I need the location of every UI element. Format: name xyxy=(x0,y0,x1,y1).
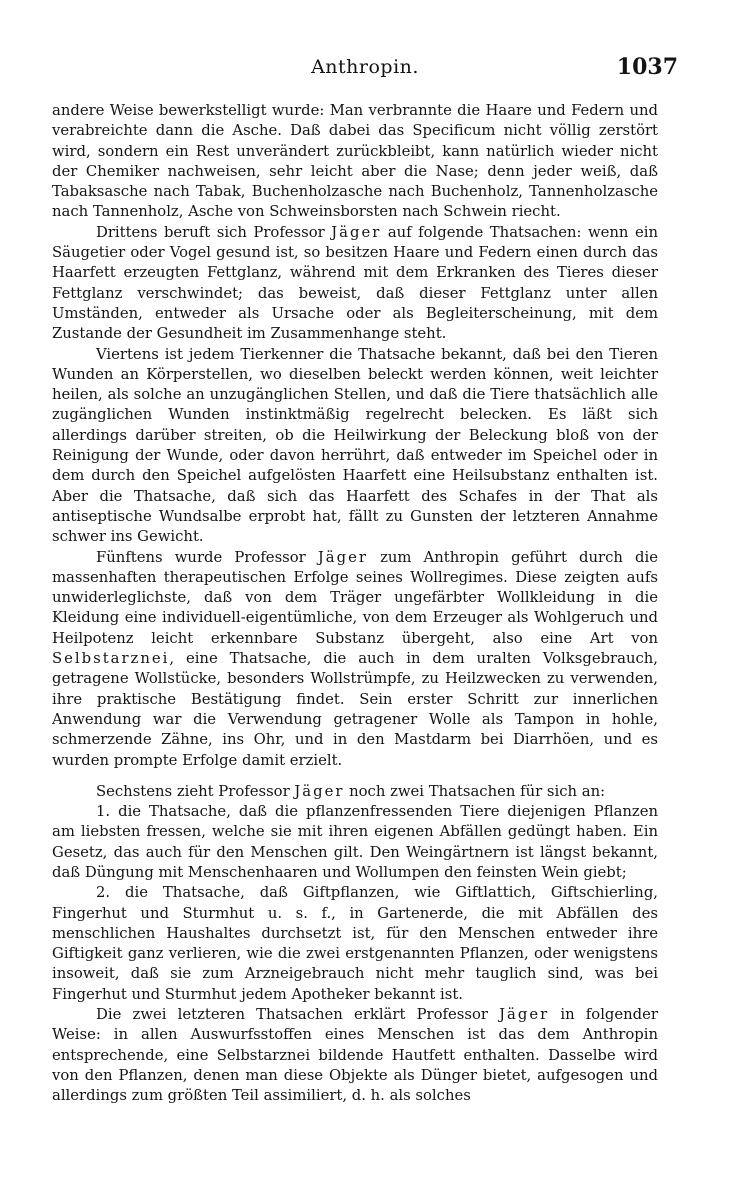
author-name: Jäger xyxy=(294,782,345,800)
author-name: Jäger xyxy=(331,223,382,241)
paragraph-text: Fünftens wurde Professor xyxy=(96,548,318,566)
page-number: 1037 xyxy=(616,54,678,80)
author-name: Jäger xyxy=(499,1006,550,1024)
paragraph-text: , eine Thatsache, die auch in dem uralten Volksgebrauch, getragene Wollstücke, besonders Wollstrümpfe, zu Heilzwecken zu verwenden, ihre praktische Bestätigung findet. Sein erster Schritt zur innerlichen Anwendung war die Verwendung getragener Wolle als Tampon in hohle, schmerzende Zähne, ins Ohr, und in den Mastdarm bei Diarrhöen, und es wurden prompte Erfolge damit erzielt. xyxy=(52,650,658,769)
running-head: Anthropin. xyxy=(311,56,419,78)
author-name: Jäger xyxy=(317,548,368,566)
paragraph-text: noch zwei Thatsachen für sich an: xyxy=(344,782,606,800)
paragraph-drittens xyxy=(52,223,658,345)
paragraph-text: auf folgende Thatsachen: wenn ein Säugetier oder Vogel gesund ist, so besitzen Haare und Federn einen durch das Haarfett erzeugten Fettglanz, während mit dem Erkranken des Tieres dieser Fettglanz verschwindet; das beweist, daß dieser Fettglanz unter allen Umständen, entweder als Ursache oder als Begleiterscheinung, mit dem Zustande der Gesundheit im Zusammenhange steht. xyxy=(52,223,658,343)
paragraph-text: zum Anthropin geführt durch die massenhaften therapeutischen Erfolge seines Wollregimes. Diese zeigten aufs unwiderleglichste, daß von dem Träger ungefärbter Wollkleidung in die Kleidung eine individuell-eigentümliche, von dem Erzeuger als Wohlgeruch und Heilpotenz leicht erkennbare Substanz übergeht, also eine Art von xyxy=(52,548,659,647)
body-text xyxy=(52,101,658,1107)
paragraph-text: Die zwei letzteren Thatsachen erklärt Professor xyxy=(96,1006,500,1024)
page-header xyxy=(52,56,678,86)
paragraph-text: 2. die Thatsache, daß Giftpflanzen, wie Giftlattich, Giftschierling, Fingerhut und Sturmhut u. s. f., in Gartenerde, die mit Abfällen des menschlichen Haushaltes durchsetzt ist, für den Menschen entweder ihre Giftigkeit ganz verlieren, wie die zwei erstgenannten Pflanzen, oder wenigstens insoweit, daß sie zum Arzneigebrauch nicht mehr tauglich sind, was bei Fingerhut und Sturmhut jedem Apotheker bekannt ist. xyxy=(52,884,658,1003)
paragraph-text: Drittens beruft sich Professor xyxy=(96,223,332,241)
paragraph-text: andere Weise bewerkstelligt wurde: Man verbrannte die Haare und Federn und verabreichte dann die Asche. Daß dabei das Specificum nicht völlig zerstört wird, sondern ein Rest unverändert zurückbleibt, kann natürlich wieder nicht der Chemiker nachweisen, sehr leicht aber die Nase; denn jeder weiß, daß Tabaksasche nach Tabak, Buchenholzasche nach Buchenholz, Tannenholzasche nach Tannenholz, Asche von Schweinsborsten nach Schwein riecht. xyxy=(52,102,658,221)
paragraph-viertens xyxy=(52,345,658,548)
paragraph-text: Sechstens zieht Professor xyxy=(96,782,295,800)
list-item-2 xyxy=(52,883,658,1005)
paragraph-fuenftens xyxy=(52,548,658,771)
emphasis-term: Selbstarznei xyxy=(52,650,170,668)
paragraph-text: 1. die Thatsache, daß die pflanzenfressenden Tiere diejenigen Pflanzen am liebsten fressen, welche sie mit ihren eigenen Abfällen gedüngt haben. Ein Gesetz, das auch für den Menschen gilt. Den Weingärtnern ist längst bekannt, daß Düngung mit Menschenhaaren und Wollumpen den feinsten Wein giebt; xyxy=(52,803,658,881)
paragraph-text: Viertens ist jedem Tierkenner die Thatsache bekannt, daß bei den Tieren Wunden an Körperstellen, wo dieselben beleckt werden können, weit leichter heilen, als solche an unzugänglichen Stellen, und daß die Tiere thatsächlich alle zugänglichen Wunden instinktmäßig regelrecht belecken. Es läßt sich allerdings darüber streiten, ob die Heilwirkung der Beleckung bloß von der Reinigung der Wunde, oder davon herrührt, daß entweder im Speichel oder in dem durch den Speichel aufgelösten Haarfett eine Heilsubstanz enthalten ist. Aber die Thatsache, daß sich das Haarfett des Schafes in der That als antiseptische Wundsalbe erprobt hat, fällt zu Gunsten der letzteren Annahme schwer ins Gewicht. xyxy=(52,345,658,546)
paragraph-sechstens xyxy=(52,782,658,802)
paragraph-1-continued xyxy=(52,101,658,223)
paragraph-text: in folgender Weise: in allen Auswurfsstoffen eines Menschen ist das dem Anthropin entsprechende, eine Selbstarznei bildende Hautfett enthalten. Dasselbe wird von den Pflanzen, denen man diese Objekte als Dünger bietet, aufgesogen und allerdings zum größten Teil assimiliert, d. h. als solches xyxy=(52,1006,658,1105)
list-item-1 xyxy=(52,802,658,883)
paragraph-erklaerung xyxy=(52,1005,658,1106)
